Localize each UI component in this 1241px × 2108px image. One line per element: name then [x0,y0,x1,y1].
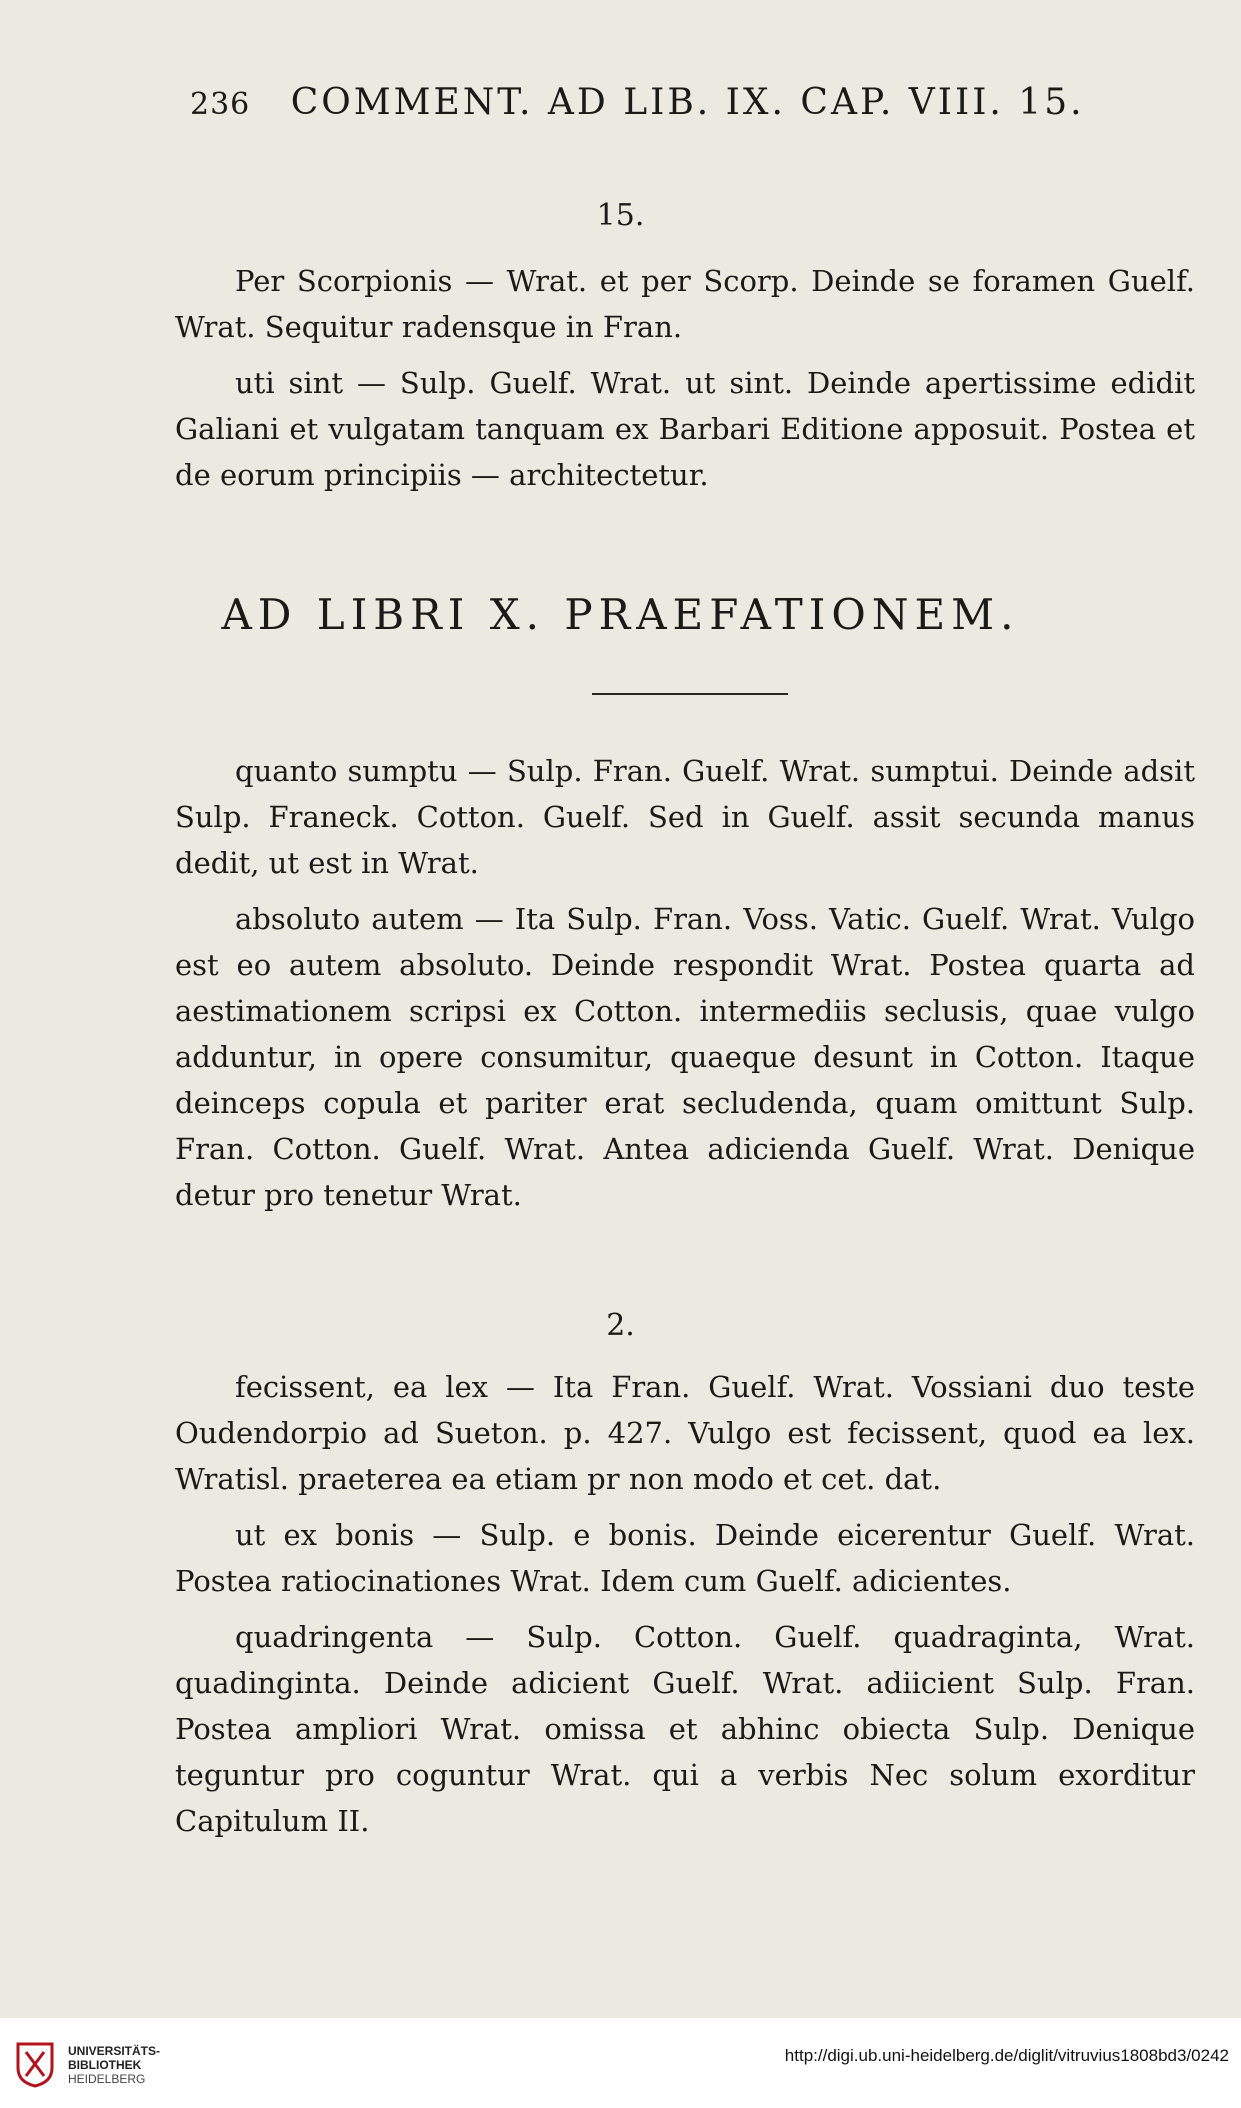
section-15-text [175,258,1195,508]
paragraph-uti-sint: uti sint — Sulp. Guelf. Wrat. ut sint. Deinde apertissime edidit Galiani et vulgatam tanquam ex Barbari Editione apposuit. Postea et de eorum principiis — architectetur. [175,366,1195,492]
permalink-url[interactable]: http://digi.ub.uni-heidelberg.de/diglit/vitruvius1808bd3/0242 [784,2046,1229,2065]
preface-text [175,748,1195,1228]
paragraph-per-scorpionis: Per Scorpionis — Wrat. et per Scorp. Deinde se foramen Guelf. Wrat. Sequitur radensque in Fran. [175,264,1195,344]
paragraph-quadringenta: quadringenta — Sulp. Cotton. Guelf. quadraginta, Wrat. quadinginta. Deinde adicient Guelf. Wrat. adiicient Sulp. Fran. Postea ampliori Wrat. omissa et abhinc obiecta Sulp. Denique teguntur pro coguntur Wrat. qui a verbis Nec solum exorditur Capitulum II. [175,1620,1195,1838]
library-name-line2: BIBLIOTHEK [68,2058,142,2072]
footer-bar [0,2018,1241,2108]
library-name-line1: UNIVERSITÄTS- [68,2044,161,2058]
university-library-logo-icon [14,2040,56,2088]
section-2-text [175,1364,1195,1854]
page-number: 236 [190,87,251,122]
heading-divider [592,693,788,695]
running-head [190,82,1150,123]
paragraph-fecissent: fecissent, ea lex — Ita Fran. Guelf. Wrat. Vossiani duo teste Oudendorpio ad Sueton. p. 427. Vulgo est fecissent, quod ea lex. Wratisl. praeterea ea etiam pr non modo et cet. dat. [175,1370,1195,1496]
running-title: COMMENT. AD LIB. IX. CAP. VIII. 15. [290,82,1085,123]
paragraph-ut-ex-bonis: ut ex bonis — Sulp. e bonis. Deinde eicerentur Guelf. Wrat. Postea ratiocinationes Wrat. Idem cum Guelf. adicientes. [175,1518,1195,1598]
paragraph-absoluto-autem: absoluto autem — Ita Sulp. Fran. Voss. Vatic. Guelf. Wrat. Vulgo est eo autem absoluto. Deinde respondit Wrat. Postea quarta ad aestimationem scripsi ex Cotton. intermediis seclusis, quae vulgo adduntur, in opere consumitur, quaeque desunt in Cotton. Itaque deinceps copula et pariter erat secludenda, quam omittunt Sulp. Fran. Cotton. Guelf. Wrat. Antea adicienda Guelf. Wrat. Denique detur pro tenetur Wrat. [175,902,1195,1212]
section-number-15: 15. [596,198,645,233]
library-name-line3: HEIDELBERG [68,2072,146,2086]
paragraph-quanto-sumptu: quanto sumptu — Sulp. Fran. Guelf. Wrat. sumptui. Deinde adsit Sulp. Franeck. Cotton. Guelf. Sed in Guelf. assit secunda manus dedit, ut est in Wrat. [175,754,1195,880]
chapter-heading: AD LIBRI X. PRAEFATIONEM. [221,590,1020,639]
library-name [68,2044,160,2086]
section-number-2: 2. [606,1308,635,1343]
